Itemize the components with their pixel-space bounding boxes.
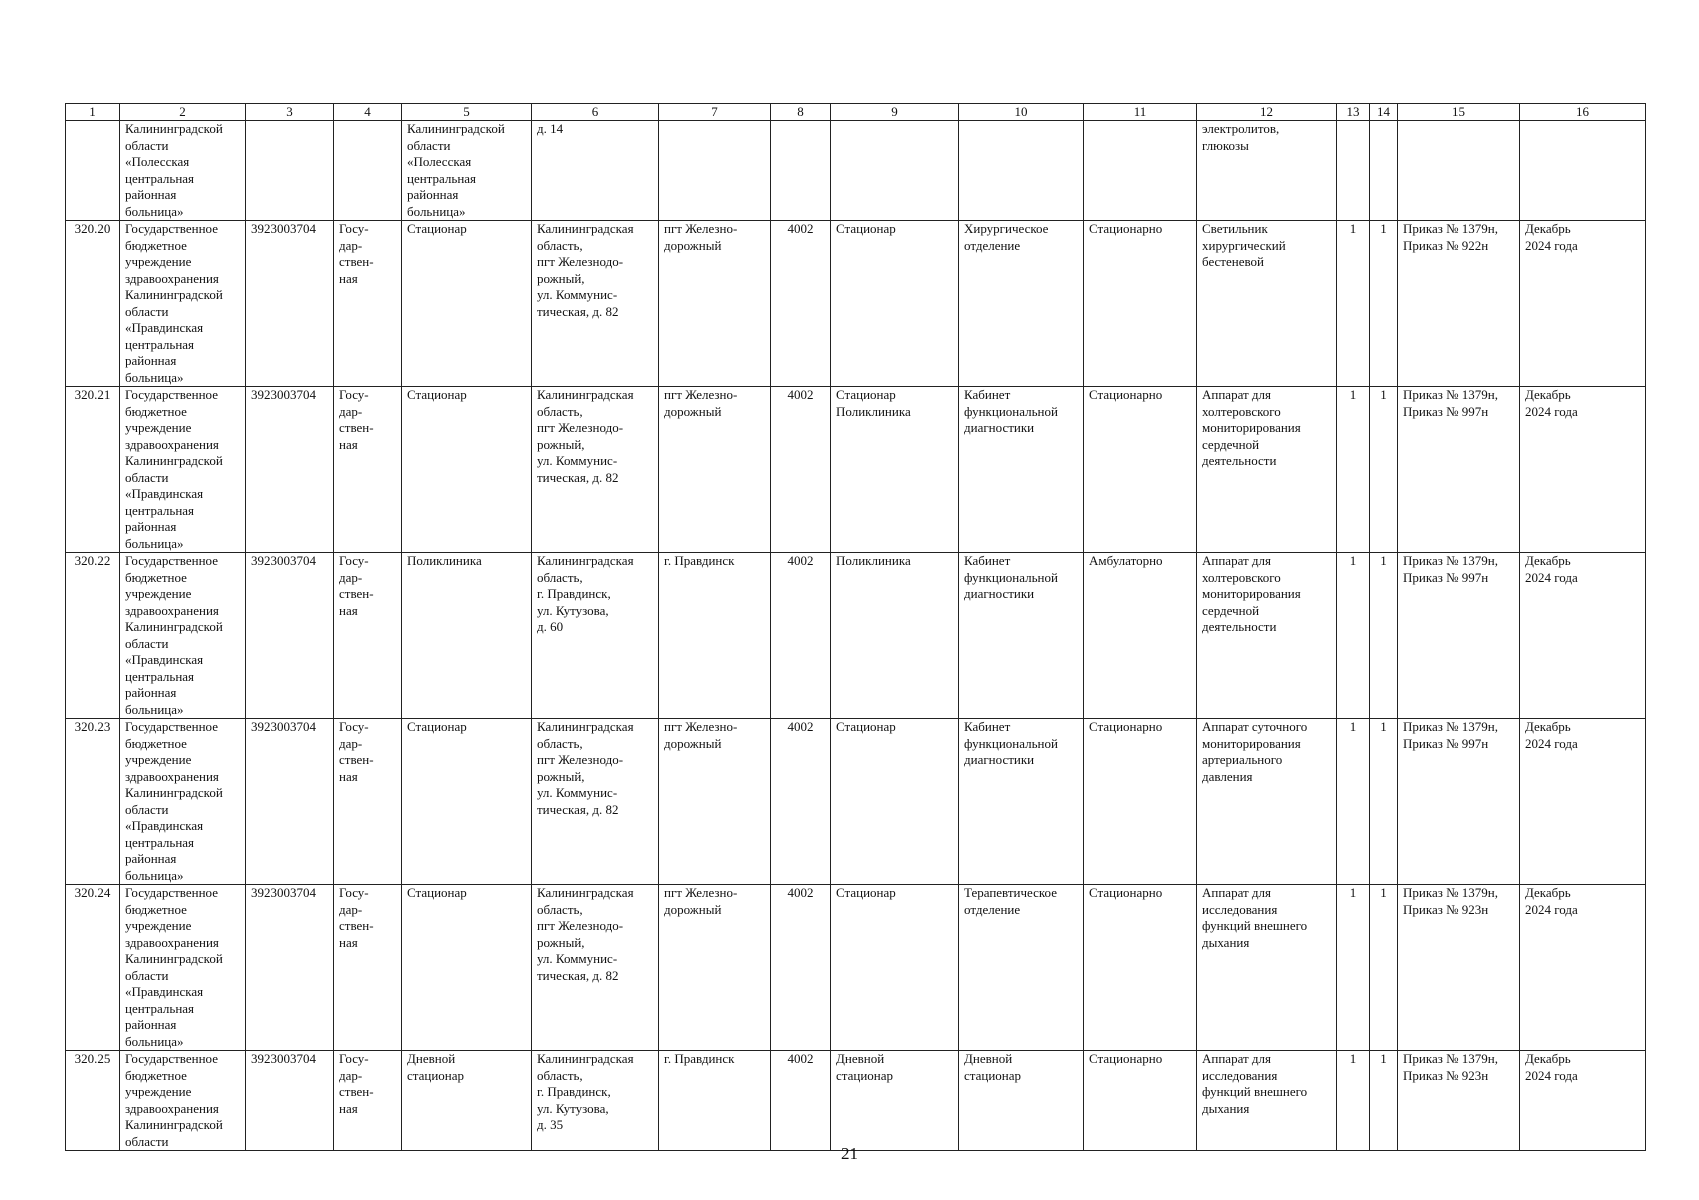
date-cell: Декабрь 2024 года — [1520, 553, 1646, 719]
column-header: 14 — [1370, 104, 1398, 121]
row-number-cell: 320.22 — [66, 553, 120, 719]
table-cell — [771, 121, 831, 221]
locality-cell: г. Правдинск — [659, 1051, 771, 1151]
division-cell: Дневной стационар — [831, 1051, 959, 1151]
locality-cell: г. Правдинск — [659, 553, 771, 719]
locality-cell: пгт Железно- дорожный — [659, 221, 771, 387]
table-row — [66, 885, 1646, 1051]
quantity-cell: 1 — [1370, 719, 1398, 885]
quantity-cell: 1 — [1337, 221, 1370, 387]
date-cell: Декабрь 2024 года — [1520, 387, 1646, 553]
ownership-cell: Госу- дар- ствен- ная — [334, 885, 402, 1051]
care-mode-cell: Амбулаторно — [1084, 553, 1197, 719]
division-cell: Стационар Поликлиника — [831, 387, 959, 553]
column-header: 15 — [1398, 104, 1520, 121]
code-cell: 4002 — [771, 719, 831, 885]
order-cell: Приказ № 1379н, Приказ № 997н — [1398, 719, 1520, 885]
column-header: 2 — [120, 104, 246, 121]
row-number-cell: 320.20 — [66, 221, 120, 387]
equipment-cell: Светильник хирургический бестеневой — [1197, 221, 1337, 387]
quantity-cell: 1 — [1337, 1051, 1370, 1151]
order-cell: Приказ № 1379н, Приказ № 997н — [1398, 387, 1520, 553]
care-mode-cell: Стационарно — [1084, 1051, 1197, 1151]
table-cell — [66, 121, 120, 221]
date-cell: Декабрь 2024 года — [1520, 1051, 1646, 1151]
row-number-cell: 320.21 — [66, 387, 120, 553]
organization-cell: Государственное бюджетное учреждение здравоохранения Калининградской области «Правдинская центральная районная больница» — [120, 221, 246, 387]
column-header: 5 — [402, 104, 532, 121]
division-cell: Поликлиника — [831, 553, 959, 719]
table-row — [66, 553, 1646, 719]
order-cell: Приказ № 1379н, Приказ № 923н — [1398, 1051, 1520, 1151]
equipment-cell: Аппарат для исследования функций внешнего дыхания — [1197, 885, 1337, 1051]
unit-type-cell: Поликлиника — [402, 553, 532, 719]
table-cell: Калининградской области «Полесская центральная районная больница» — [120, 121, 246, 221]
date-cell: Декабрь 2024 года — [1520, 221, 1646, 387]
organization-cell: Государственное бюджетное учреждение здравоохранения Калининградской области «Правдинская центральная районная больница» — [120, 885, 246, 1051]
inn-cell: 3923003704 — [246, 885, 334, 1051]
table-cell — [1337, 121, 1370, 221]
address-cell: Калининградская область, пгт Железнодо- рожный, ул. Коммунис- тическая, д. 82 — [532, 221, 659, 387]
locality-cell: пгт Железно- дорожный — [659, 885, 771, 1051]
date-cell: Декабрь 2024 года — [1520, 719, 1646, 885]
care-mode-cell: Стационарно — [1084, 387, 1197, 553]
code-cell: 4002 — [771, 553, 831, 719]
table-cell: электролитов, глюкозы — [1197, 121, 1337, 221]
table-cell — [831, 121, 959, 221]
ownership-cell: Госу- дар- ствен- ная — [334, 719, 402, 885]
page-number: 21 — [841, 1144, 858, 1163]
table-row — [66, 387, 1646, 553]
inn-cell: 3923003704 — [246, 221, 334, 387]
organization-cell: Государственное бюджетное учреждение здравоохранения Калининградской области «Правдинская центральная районная больница» — [120, 719, 246, 885]
inn-cell: 3923003704 — [246, 553, 334, 719]
quantity-cell: 1 — [1370, 553, 1398, 719]
locality-cell: пгт Железно- дорожный — [659, 719, 771, 885]
column-header: 4 — [334, 104, 402, 121]
order-cell: Приказ № 1379н, Приказ № 922н — [1398, 221, 1520, 387]
table-cell — [659, 121, 771, 221]
row-number-cell: 320.25 — [66, 1051, 120, 1151]
registry-table — [65, 103, 1646, 1151]
address-cell: Калининградская область, пгт Железнодо- рожный, ул. Коммунис- тическая, д. 82 — [532, 719, 659, 885]
row-number-cell: 320.24 — [66, 885, 120, 1051]
order-cell: Приказ № 1379н, Приказ № 923н — [1398, 885, 1520, 1051]
organization-cell: Государственное бюджетное учреждение здравоохранения Калининградской области — [120, 1051, 246, 1151]
ownership-cell: Госу- дар- ствен- ная — [334, 553, 402, 719]
table-row — [66, 1051, 1646, 1151]
quantity-cell: 1 — [1337, 719, 1370, 885]
department-cell: Дневной стационар — [959, 1051, 1084, 1151]
equipment-cell: Аппарат суточного мониторирования артериального давления — [1197, 719, 1337, 885]
continuation-row — [66, 121, 1646, 221]
address-cell: Калининградская область, пгт Железнодо- рожный, ул. Коммунис- тическая, д. 82 — [532, 885, 659, 1051]
address-cell: Калининградская область, г. Правдинск, ул. Кутузова, д. 35 — [532, 1051, 659, 1151]
department-cell: Хирургическое отделение — [959, 221, 1084, 387]
table-row — [66, 221, 1646, 387]
unit-type-cell: Стационар — [402, 221, 532, 387]
column-header: 13 — [1337, 104, 1370, 121]
code-cell: 4002 — [771, 1051, 831, 1151]
column-header: 3 — [246, 104, 334, 121]
column-number-header-row — [66, 104, 1646, 121]
table-cell: Калининградской области «Полесская центральная районная больница» — [402, 121, 532, 221]
table-cell — [1520, 121, 1646, 221]
table-cell — [1398, 121, 1520, 221]
column-header: 10 — [959, 104, 1084, 121]
organization-cell: Государственное бюджетное учреждение здравоохранения Калининградской области «Правдинская центральная районная больница» — [120, 553, 246, 719]
date-cell: Декабрь 2024 года — [1520, 885, 1646, 1051]
ownership-cell: Госу- дар- ствен- ная — [334, 387, 402, 553]
care-mode-cell: Стационарно — [1084, 719, 1197, 885]
care-mode-cell: Стационарно — [1084, 221, 1197, 387]
code-cell: 4002 — [771, 221, 831, 387]
locality-cell: пгт Железно- дорожный — [659, 387, 771, 553]
column-header: 11 — [1084, 104, 1197, 121]
inn-cell: 3923003704 — [246, 719, 334, 885]
unit-type-cell: Дневной стационар — [402, 1051, 532, 1151]
code-cell: 4002 — [771, 387, 831, 553]
column-header: 8 — [771, 104, 831, 121]
equipment-cell: Аппарат для исследования функций внешнего дыхания — [1197, 1051, 1337, 1151]
department-cell: Кабинет функциональной диагностики — [959, 553, 1084, 719]
table-cell — [334, 121, 402, 221]
unit-type-cell: Стационар — [402, 387, 532, 553]
code-cell: 4002 — [771, 885, 831, 1051]
care-mode-cell: Стационарно — [1084, 885, 1197, 1051]
column-header: 16 — [1520, 104, 1646, 121]
department-cell: Кабинет функциональной диагностики — [959, 387, 1084, 553]
table-cell: д. 14 — [532, 121, 659, 221]
column-header: 12 — [1197, 104, 1337, 121]
quantity-cell: 1 — [1370, 387, 1398, 553]
quantity-cell: 1 — [1337, 885, 1370, 1051]
quantity-cell: 1 — [1370, 221, 1398, 387]
table-row — [66, 719, 1646, 885]
department-cell: Терапевтическое отделение — [959, 885, 1084, 1051]
inn-cell: 3923003704 — [246, 1051, 334, 1151]
unit-type-cell: Стационар — [402, 885, 532, 1051]
quantity-cell: 1 — [1370, 1051, 1398, 1151]
address-cell: Калининградская область, г. Правдинск, ул. Кутузова, д. 60 — [532, 553, 659, 719]
column-header: 9 — [831, 104, 959, 121]
division-cell: Стационар — [831, 221, 959, 387]
organization-cell: Государственное бюджетное учреждение здравоохранения Калининградской области «Правдинская центральная районная больница» — [120, 387, 246, 553]
equipment-cell: Аппарат для холтеровского мониторирования сердечной деятельности — [1197, 387, 1337, 553]
address-cell: Калининградская область, пгт Железнодо- рожный, ул. Коммунис- тическая, д. 82 — [532, 387, 659, 553]
ownership-cell: Госу- дар- ствен- ная — [334, 1051, 402, 1151]
inn-cell: 3923003704 — [246, 387, 334, 553]
ownership-cell: Госу- дар- ствен- ная — [334, 221, 402, 387]
quantity-cell: 1 — [1337, 387, 1370, 553]
department-cell: Кабинет функциональной диагностики — [959, 719, 1084, 885]
column-header: 7 — [659, 104, 771, 121]
quantity-cell: 1 — [1370, 885, 1398, 1051]
quantity-cell: 1 — [1337, 553, 1370, 719]
division-cell: Стационар — [831, 885, 959, 1051]
row-number-cell: 320.23 — [66, 719, 120, 885]
table-cell — [1370, 121, 1398, 221]
order-cell: Приказ № 1379н, Приказ № 997н — [1398, 553, 1520, 719]
column-header: 1 — [66, 104, 120, 121]
unit-type-cell: Стационар — [402, 719, 532, 885]
division-cell: Стационар — [831, 719, 959, 885]
table-cell — [959, 121, 1084, 221]
table-cell — [1084, 121, 1197, 221]
equipment-cell: Аппарат для холтеровского мониторирования сердечной деятельности — [1197, 553, 1337, 719]
table-cell — [246, 121, 334, 221]
column-header: 6 — [532, 104, 659, 121]
